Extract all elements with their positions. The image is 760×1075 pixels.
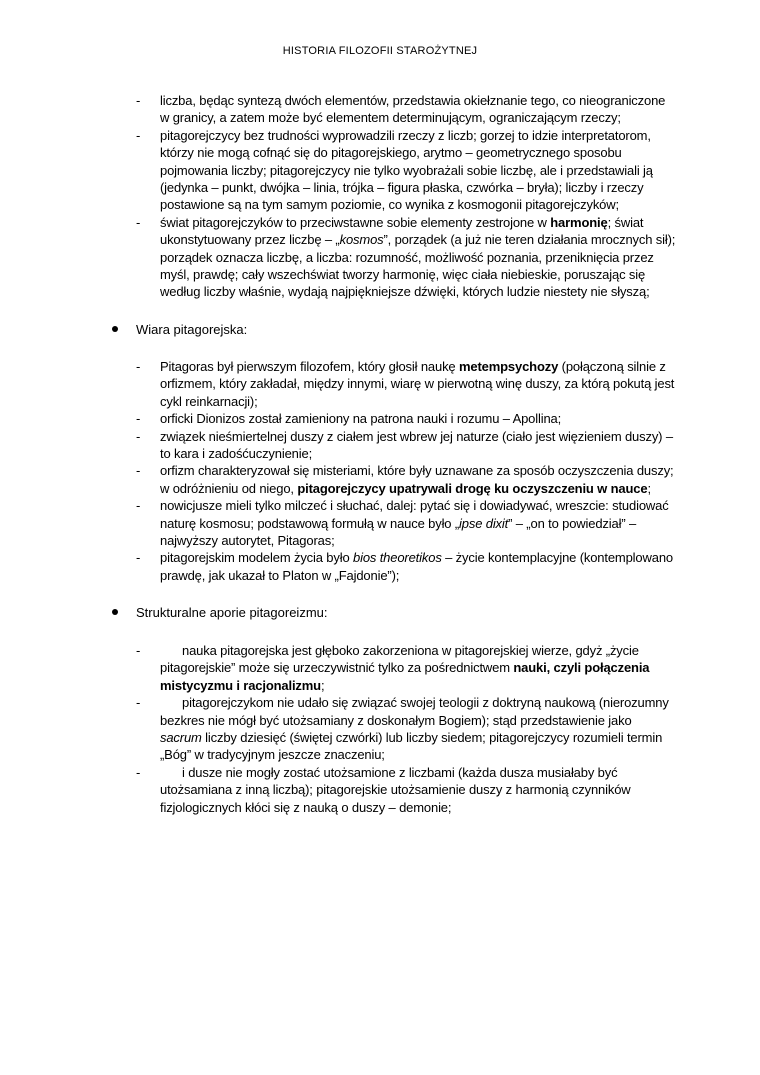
list-item-text (160, 463, 674, 495)
text-run: Pitagoras był pierwszym filozofem, który głosił naukę (160, 359, 459, 374)
list-item (136, 462, 676, 497)
pythagorean-faith-list (136, 358, 676, 584)
text-run: ; (647, 480, 651, 496)
list-item-text (160, 359, 674, 409)
list-item-text (160, 550, 673, 582)
italic-text: sacrum (160, 730, 202, 746)
list-item (136, 214, 676, 301)
bold-text: metempsychozy (458, 359, 559, 374)
list-item-text (160, 765, 631, 815)
list-item-text (160, 429, 673, 461)
list-item (136, 764, 676, 816)
bullet-icon (112, 326, 118, 332)
bullet-label: Strukturalne aporie pitagoreizmu: (136, 605, 328, 620)
text-run: ; świat ukonstytuowany przez liczbę – „ (160, 214, 644, 248)
text-run: – życie kontemplacyjne (kontemplowano prawdę, jak ukazał to Platon w „Fajdonie”); (160, 550, 673, 583)
italic-text: ipse dixit (459, 515, 509, 531)
bullet-item-aporias (112, 604, 328, 621)
list-item-text (160, 643, 649, 693)
list-item-text (160, 128, 653, 213)
structural-aporias-list (136, 642, 676, 816)
list-item (136, 410, 676, 427)
bullet-icon (112, 609, 118, 615)
text-run: liczba, będąc syntezą dwóch elementów, przedstawia okiełznanie tego, co nieograniczone w granicy, a zatem może być elementem determinującym, ograniczającym rzeczy; (160, 93, 666, 126)
list-item (136, 642, 676, 694)
text-run: nowicjusze mieli tylko milczeć i słuchać, dalej: pytać się i dowiadywać, wreszcie: studiować naturę kosmosu; podstawową formułą w nauce było „ (160, 498, 669, 531)
text-run: nauka pitagorejska jest głęboko zakorzeniona w pitagorejskiej wierze, gdyż „życie pitagorejskie” może się urzeczywistnić tylko za pośrednictwem (160, 643, 639, 676)
text-run: (połączoną silnie z orfizmem, który zakładał, między innymi, wiarę w pierwotną winę duszy, za którą pokutą jest cykl reinkarnacji); (160, 359, 675, 409)
text-run: ” – „on to powiedział” – najwyższy autorytet, Pitagoras; (160, 515, 637, 549)
list-item (136, 127, 676, 214)
text-run: świat pitagorejczyków to przeciwstawne sobie elementy zestrojone w (160, 214, 551, 230)
list-item-text (160, 411, 561, 426)
bold-text: nauki, czyli połączenia mistycyzmu i racjonalizmu (160, 660, 650, 693)
text-run: liczby dziesięć (świętej czwórki) lub liczby siedem; pitagorejczycy rozumieli termin „Bóg” w tradycyjnym jeszcze znaczeniu; (160, 730, 663, 763)
bullet-label: Wiara pitagorejska: (136, 322, 248, 337)
bold-text: harmonię (550, 214, 608, 230)
text-run: orfizm charakteryzował się misteriami, które były uznawane za sposób oczyszczenia duszy; w odróżnieniu od niego, (160, 463, 674, 496)
list-item (136, 92, 676, 127)
bold-text: pitagorejczycy upatrywali drogę ku oczyszczeniu w nauce (297, 480, 648, 496)
text-run: i dusze nie mogły zostać utożsamione z liczbami (każda dusza musiałaby być utożsamiana z inną liczbą); pitagorejskie utożsamienie duszy z harmonią czynników fizjologicznych kłóci się z nauką o duszy – demonie; (160, 764, 631, 815)
list-item (136, 694, 676, 764)
list-item-text (160, 93, 665, 125)
bullet-item-faith (112, 321, 247, 338)
text-run: orficki Dionizos został zamieniony na patrona nauki i rozumu – Apollina; (160, 411, 562, 427)
list-item-text (160, 498, 669, 548)
list-item-text (160, 215, 675, 300)
list-item (136, 358, 676, 410)
page-header: HISTORIA FILOZOFII STAROŻYTNEJ (282, 45, 478, 57)
list-item (136, 549, 676, 584)
text-run: ; (320, 677, 325, 693)
text-run: pitagorejczykom nie udało się związać swojej teologii z doktryną naukową (nierozumny bezkres nie mógł być utożsamiany z doskonałym Bogiem); stąd przedstawienie jako (160, 695, 669, 728)
text-run: pitagorejskim modelem życia było (160, 550, 354, 566)
text-run: związek nieśmiertelnej duszy z ciałem jest wbrew jej naturze (ciało jest więzieniem duszy) – to kara i zadośćuczynienie; (160, 428, 673, 462)
list-item (136, 428, 676, 463)
text-run: ”, porządek (a już nie teren działania mrocznych sił); porządek oznacza liczbę, a liczba: rozumność, możliwość poznania, przeniknięcia przez myśl, prawdę; cały wszechświat tworzy harmonię, więc ciała niebieskie, poruszając się według liczby właśnie, wydają najpiękniejsze dźwięki, których ludzie niestety nie słyszą; (160, 232, 676, 300)
text-run: pitagorejczycy bez trudności wyprowadzili rzeczy z liczb; gorzej to idzie interpretatorom, którzy nie mogą cofnąć się do pitagorejskiego, arytmo – geometrycznego sposobu pojmowania liczby; pitagorejczycy nie tylko wyobrażali sobie liczbę, ale i przedstawiali ją (jedynka – punkt, dwójka – linia, trójka – figura płaska, czwórka – bryła); liczby i rzeczy postawione są na tym samym poziomie, co wynika z kosmogonii pitagorejczyków; (160, 127, 653, 213)
pythagorean-number-list (136, 92, 676, 301)
list-item (136, 497, 676, 549)
list-item-text (160, 695, 669, 762)
italic-text: kosmos (339, 232, 384, 248)
italic-text: bios theoretikos (353, 550, 442, 566)
